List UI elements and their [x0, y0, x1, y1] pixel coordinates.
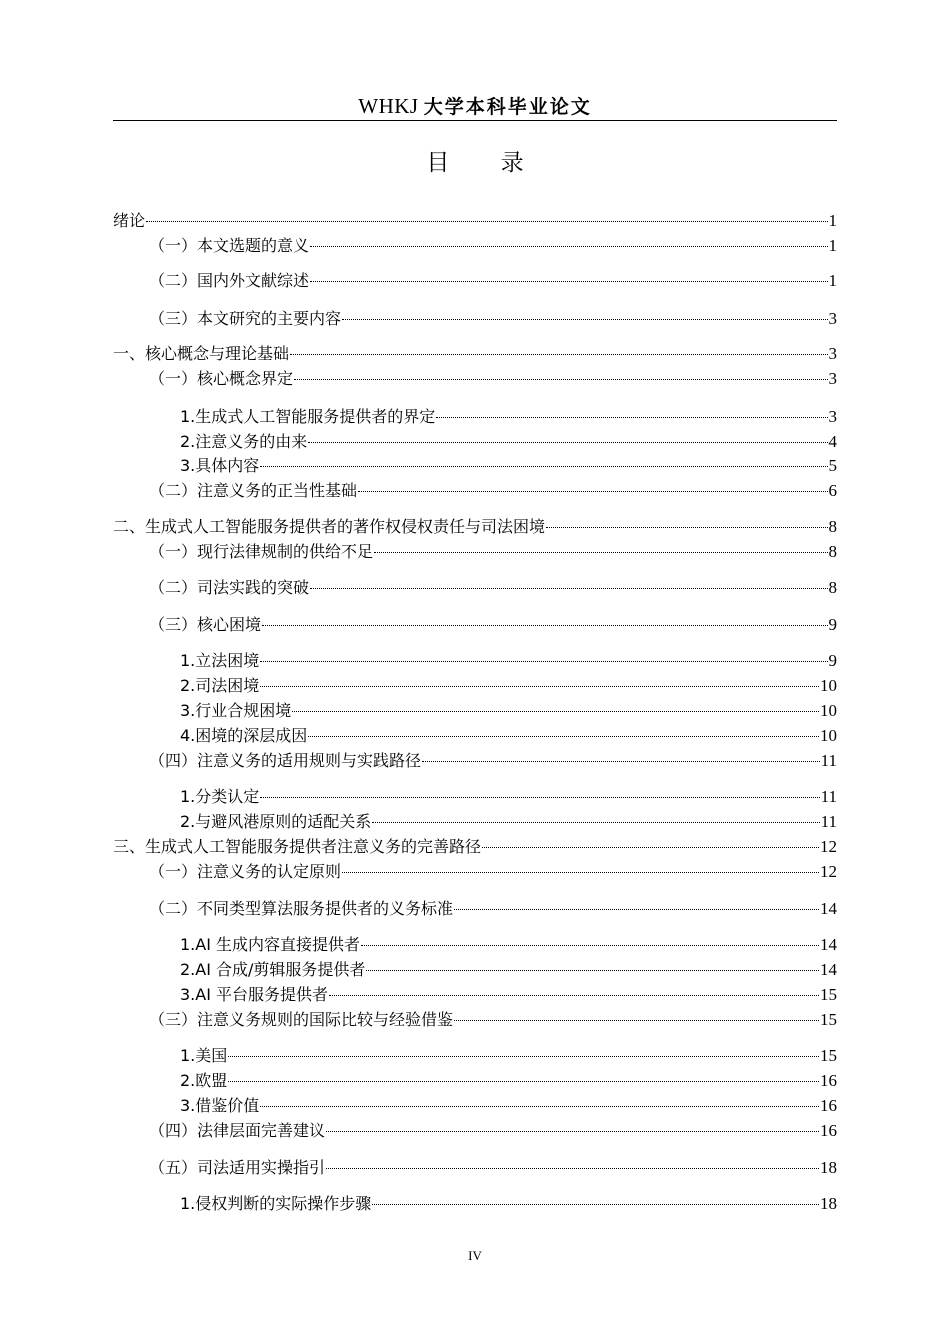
toc-entry[interactable] [180, 1095, 837, 1117]
toc-entry-page: 12 [820, 862, 837, 881]
toc-entry[interactable] [149, 1157, 837, 1179]
toc-entry-page: 18 [820, 1158, 837, 1177]
toc-leader-dots [454, 1020, 819, 1021]
toc-entry-label: （二）司法实践的突破 [149, 578, 310, 597]
toc-entry-label: 3.具体内容 [180, 456, 260, 475]
toc-entry[interactable] [149, 577, 837, 599]
toc-entry-page: 11 [820, 812, 837, 831]
toc-leader-dots [228, 1056, 819, 1057]
toc-entry[interactable] [180, 1045, 837, 1067]
toc-entry[interactable] [180, 650, 837, 672]
toc-entry-label: （二）国内外文献综述 [149, 271, 310, 290]
toc-entry-page: 8 [828, 578, 837, 597]
toc-entry-page: 4 [828, 432, 837, 451]
toc-entry-label: （一）现行法律规制的供给不足 [149, 542, 374, 561]
toc-entry-label: （一）注意义务的认定原则 [149, 862, 342, 881]
toc-entry[interactable] [149, 541, 837, 563]
toc-leader-dots [546, 527, 827, 528]
toc-entry-page: 10 [820, 676, 837, 695]
toc-entry[interactable] [180, 431, 837, 453]
page-number: IV [468, 1248, 482, 1263]
toc-entry[interactable] [180, 1193, 837, 1215]
toc-leader-dots [260, 686, 819, 687]
toc-entry[interactable] [180, 675, 837, 697]
toc-leader-dots [454, 909, 819, 910]
toc-entry-page: 15 [820, 985, 837, 1004]
toc-entry-page: 12 [820, 837, 837, 856]
toc-entry-page: 8 [828, 517, 837, 536]
toc-entry[interactable] [149, 270, 837, 292]
toc-title: 目 录 [426, 150, 546, 176]
toc-entry-page: 15 [820, 1046, 837, 1065]
toc-entry-page: 16 [820, 1096, 837, 1115]
toc-entry-label: （四）注意义务的适用规则与实践路径 [149, 751, 422, 770]
toc-entry[interactable] [180, 984, 837, 1006]
toc-entry[interactable] [113, 210, 837, 232]
toc-entry-label: 2.AI 合成/剪辑服务提供者 [180, 960, 366, 979]
toc-leader-dots [228, 1081, 819, 1082]
toc-entry-label: （三）本文研究的主要内容 [149, 309, 342, 328]
toc-entry-label: （二）注意义务的正当性基础 [149, 481, 358, 500]
toc-entry-label: 3.借鉴价值 [180, 1096, 260, 1115]
toc-leader-dots [290, 354, 827, 355]
toc-leader-dots [308, 736, 819, 737]
toc-leader-dots [482, 847, 819, 848]
toc-entry-page: 6 [828, 481, 837, 500]
toc-leader-dots [260, 466, 827, 467]
header-prefix: WHKJ [358, 94, 419, 118]
toc-entry[interactable] [149, 1120, 837, 1142]
toc-entry-label: （四）法律层面完善建议 [149, 1121, 326, 1140]
toc-entry[interactable] [180, 406, 837, 428]
toc-leader-dots [310, 246, 827, 247]
toc-entry-label: 三、生成式人工智能服务提供者注意义务的完善路径 [113, 837, 482, 856]
toc-entry-page: 14 [820, 899, 837, 918]
toc-leader-dots [436, 417, 827, 418]
toc-entry-label: 2.司法困境 [180, 676, 260, 695]
toc-leader-dots [326, 1131, 819, 1132]
toc-entry-page: 16 [820, 1071, 837, 1090]
toc-entry-page: 9 [828, 615, 837, 634]
toc-entry-page: 5 [828, 456, 837, 475]
toc-entry-page: 14 [820, 960, 837, 979]
header-title: 大学本科毕业论文 [423, 96, 592, 118]
toc-entry[interactable] [149, 898, 837, 920]
toc-entry-page: 11 [820, 787, 837, 806]
toc-entry[interactable] [113, 343, 837, 365]
toc-entry-page: 11 [820, 751, 837, 770]
toc-entry[interactable] [180, 455, 837, 477]
toc-entry-page: 1 [828, 236, 837, 255]
page-header [113, 92, 837, 121]
toc-entry-page: 3 [828, 407, 837, 426]
toc-leader-dots [292, 711, 819, 712]
toc-entry-label: 3.AI 平台服务提供者 [180, 985, 329, 1004]
toc-entry-label: 4.困境的深层成因 [180, 726, 308, 745]
toc-leader-dots [342, 319, 827, 320]
toc-entry-label: 2.欧盟 [180, 1071, 228, 1090]
toc-leader-dots [372, 822, 819, 823]
toc-leader-dots [329, 995, 819, 996]
toc-entry-page: 10 [820, 701, 837, 720]
toc-leader-dots [310, 588, 827, 589]
toc-entry-label: 1.立法困境 [180, 651, 260, 670]
toc-entry-page: 16 [820, 1121, 837, 1140]
toc-entry[interactable] [149, 480, 837, 502]
toc-entry-label: 3.行业合规困境 [180, 701, 292, 720]
toc-entry-page: 10 [820, 726, 837, 745]
toc-leader-dots [262, 625, 827, 626]
toc-entry-page: 3 [828, 369, 837, 388]
toc-entry-label: （三）核心困境 [149, 615, 262, 634]
toc-leader-dots [308, 442, 827, 443]
toc-entry-label: （一）核心概念界定 [149, 369, 294, 388]
toc-entry-page: 9 [828, 651, 837, 670]
toc-entry-label: 2.注意义务的由来 [180, 432, 308, 451]
toc-entry[interactable] [180, 934, 837, 956]
toc-entry-label: 二、生成式人工智能服务提供者的著作权侵权责任与司法困境 [113, 517, 546, 536]
toc-entry-page: 3 [828, 309, 837, 328]
toc-leader-dots [260, 661, 827, 662]
toc-entry-page: 14 [820, 935, 837, 954]
toc-entry-label: （五）司法适用实操指引 [149, 1158, 326, 1177]
toc-leader-dots [146, 221, 827, 222]
toc-entry[interactable] [149, 308, 837, 330]
toc-entry-label: （三）注意义务规则的国际比较与经验借鉴 [149, 1010, 454, 1029]
toc-leader-dots [294, 379, 827, 380]
toc-entry-label: 一、核心概念与理论基础 [113, 344, 290, 363]
toc-entry[interactable] [180, 811, 837, 833]
toc-entry[interactable] [149, 235, 837, 257]
toc-entry[interactable] [113, 516, 837, 538]
toc-entry[interactable] [149, 750, 837, 772]
toc-leader-dots [358, 491, 827, 492]
toc-entry-label: 1.AI 生成内容直接提供者 [180, 935, 361, 954]
toc-entry[interactable] [113, 836, 837, 858]
toc-entry-page: 3 [828, 344, 837, 363]
toc-leader-dots [310, 281, 827, 282]
toc-entry[interactable] [180, 700, 837, 722]
toc-leader-dots [422, 761, 820, 762]
toc-entry-label: 绪论 [113, 211, 146, 230]
toc-leader-dots [326, 1168, 819, 1169]
toc-entry-label: 1.美国 [180, 1046, 228, 1065]
toc-entry-page: 1 [828, 271, 837, 290]
toc-leader-dots [366, 970, 819, 971]
toc-entry-page: 15 [820, 1010, 837, 1029]
toc-entry[interactable] [180, 959, 837, 981]
toc-entry-page: 1 [828, 211, 837, 230]
toc-entry[interactable] [149, 368, 837, 390]
toc-leader-dots [374, 552, 827, 553]
toc-entry[interactable] [180, 786, 837, 808]
toc-leader-dots [260, 797, 819, 798]
toc-leader-dots [372, 1204, 819, 1205]
toc-entry-label: 1.侵权判断的实际操作步骤 [180, 1194, 372, 1213]
toc-entry-label: （一）本文选题的意义 [149, 236, 310, 255]
toc-entry[interactable] [149, 861, 837, 883]
toc-leader-dots [260, 1106, 819, 1107]
toc-entry[interactable] [149, 1009, 837, 1031]
toc-entry-label: （二）不同类型算法服务提供者的义务标准 [149, 899, 454, 918]
toc-entry[interactable] [180, 725, 837, 747]
toc-entry-page: 18 [820, 1194, 837, 1213]
toc-leader-dots [361, 945, 819, 946]
toc-entry-label: 2.与避风港原则的适配关系 [180, 812, 372, 831]
toc-entry[interactable] [180, 1070, 837, 1092]
toc-entry-label: 1.生成式人工智能服务提供者的界定 [180, 407, 436, 426]
toc-entry-label: 1.分类认定 [180, 787, 260, 806]
toc-leader-dots [342, 872, 819, 873]
toc-entry-page: 8 [828, 542, 837, 561]
toc-entry[interactable] [149, 614, 837, 636]
